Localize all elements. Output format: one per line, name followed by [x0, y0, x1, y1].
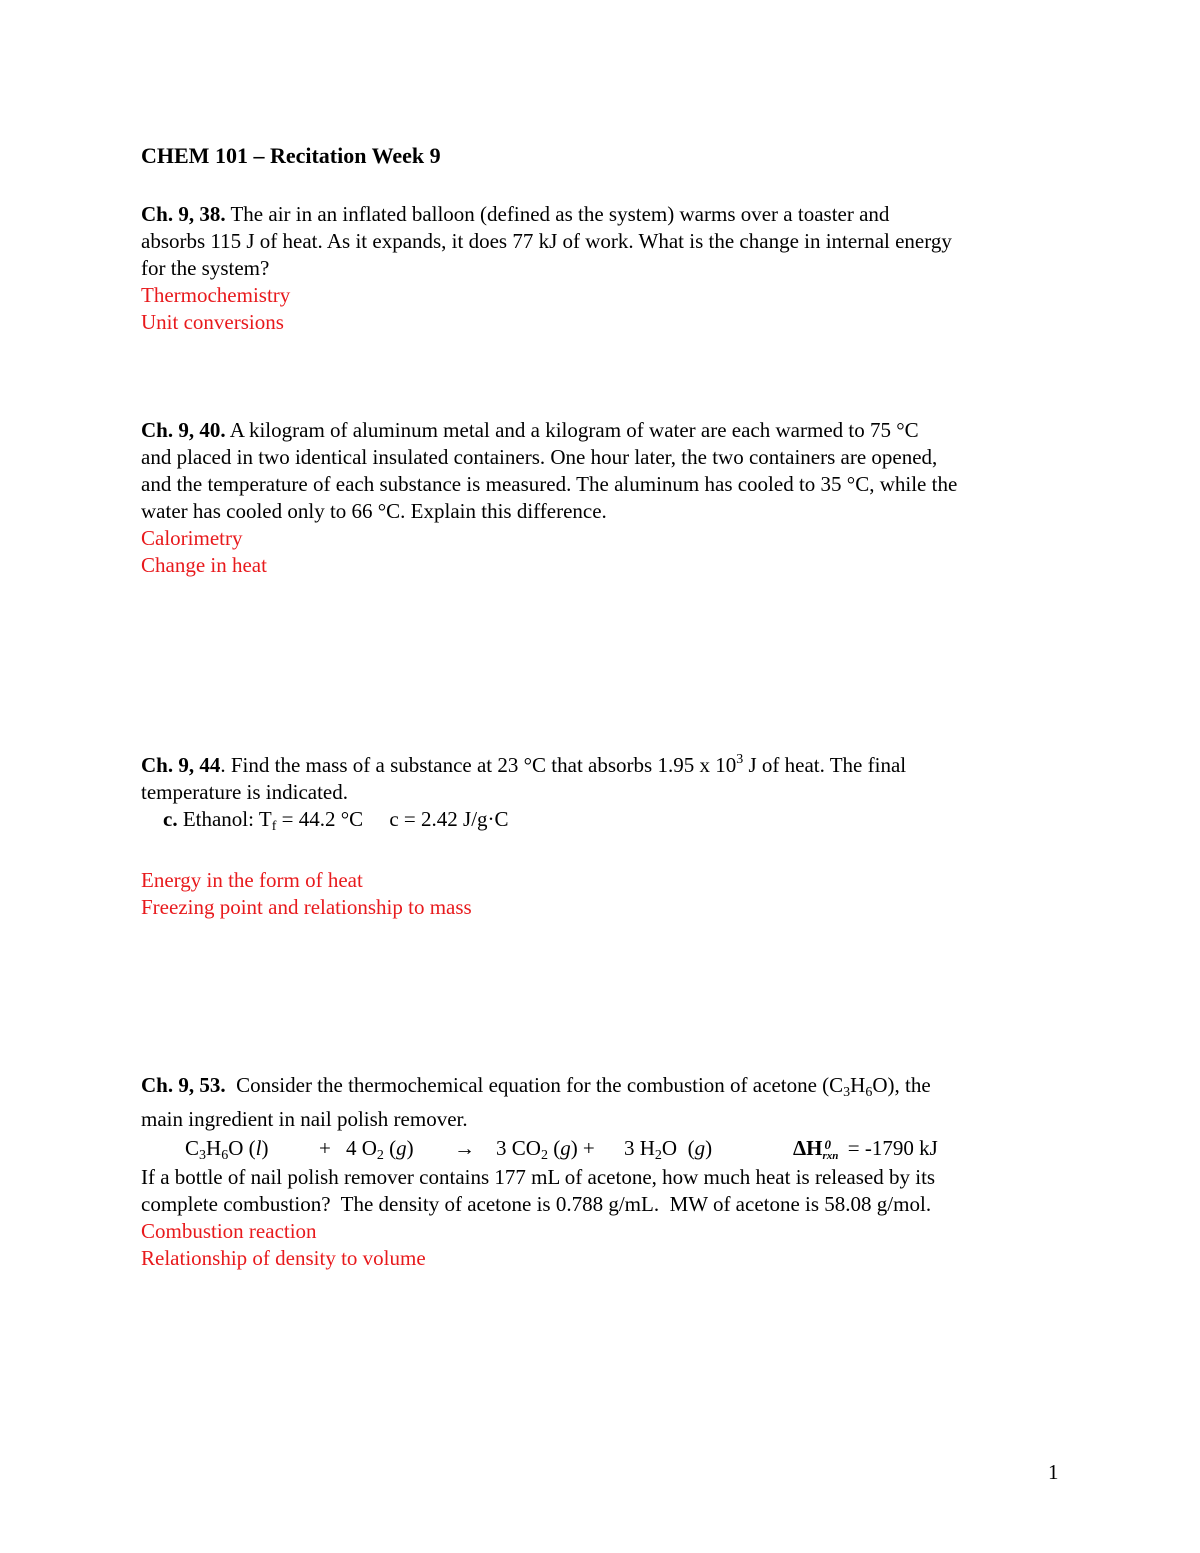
question-text-line: water has cooled only to 66 °C. Explain this difference. [141, 499, 607, 523]
page-number: 1 [1048, 1460, 1059, 1484]
product-co2: 3 $CO_2$ (g) + [496, 1136, 595, 1163]
plus-sign: + [319, 1136, 331, 1160]
question-label: Ch. 9, 53. [141, 1073, 226, 1097]
question-label: Ch. 9, 38. [141, 202, 226, 226]
question-text-line: If a bottle of nail polish remover contains 177 mL of acetone, how much heat is released by its [141, 1165, 936, 1189]
question-text-line: absorbs 115 J of heat. As it expands, it does 77 kJ of work. What is the change in internal energy [141, 229, 952, 253]
product-water: 3 $H_2O$ (g) [624, 1136, 713, 1163]
topic-label: Thermochemistry [141, 283, 291, 307]
question-text-line: Ch. 9, 53. Consider the thermochemical equation for the combustion of acetone $(C_3H_6O)$, the [141, 1073, 931, 1100]
topic-label: Combustion reaction [141, 1219, 317, 1243]
enthalpy-value: ΔH 0 rxn = -1790 kJ [793, 1136, 938, 1162]
question-label: Ch. 9, 40. [141, 418, 226, 442]
reaction-arrow-icon: → [454, 1136, 475, 1160]
question-text-line: and placed in two identical insulated containers. One hour later, the two containers are opened, [141, 445, 938, 469]
question-text-line: complete combustion? The density of acetone is 0.788 g/mL. MW of acetone is 58.08 g/mol. [141, 1192, 932, 1216]
page-title: CHEM 101 – Recitation Week 9 [141, 143, 441, 168]
question-text-line: Ch. 9, 40. A kilogram of aluminum metal and a kilogram of water are each warmed to 75 °C [141, 418, 919, 442]
question-text-line: and the temperature of each substance is measured. The aluminum has cooled to 35 °C, while the [141, 472, 958, 496]
topic-label: Change in heat [141, 553, 267, 577]
question-9-44 [141, 746, 1061, 921]
reactant-acetone: $C_3H_6O$ (l) [185, 1136, 269, 1163]
question-9-53 [141, 1072, 1061, 1272]
question-label: Ch. 9, 44 [141, 753, 221, 777]
topic-label: Unit conversions [141, 310, 284, 334]
question-text-line: temperature is indicated. [141, 780, 348, 804]
question-text-line: for the system? [141, 256, 270, 280]
question-text-line: Ch. 9, 44. Find the mass of a substance at 23 °C that absorbs 1.95 x $10^3$ J of heat. The final [141, 752, 907, 777]
topic-label: Energy in the form of heat [141, 868, 363, 892]
question-text-line: main ingredient in nail polish remover. [141, 1107, 468, 1131]
part-label: c. [163, 807, 178, 831]
topic-label: Freezing point and relationship to mass [141, 895, 472, 919]
question-text-line: Ch. 9, 38. The air in an inflated balloon (defined as the system) warms over a toaster and [141, 202, 890, 226]
combustion-equation [141, 1133, 1061, 1164]
topic-label: Calorimetry [141, 526, 243, 550]
question-9-38 [141, 201, 1061, 336]
topic-label: Relationship of density to volume [141, 1246, 426, 1270]
question-9-40 [141, 417, 1061, 579]
question-part-c: c. Ethanol: $T_f = 44.2$ °C c = 2.42 J/g·C [163, 807, 509, 834]
reactant-oxygen: 4 $O_2$ (g) [346, 1136, 414, 1163]
